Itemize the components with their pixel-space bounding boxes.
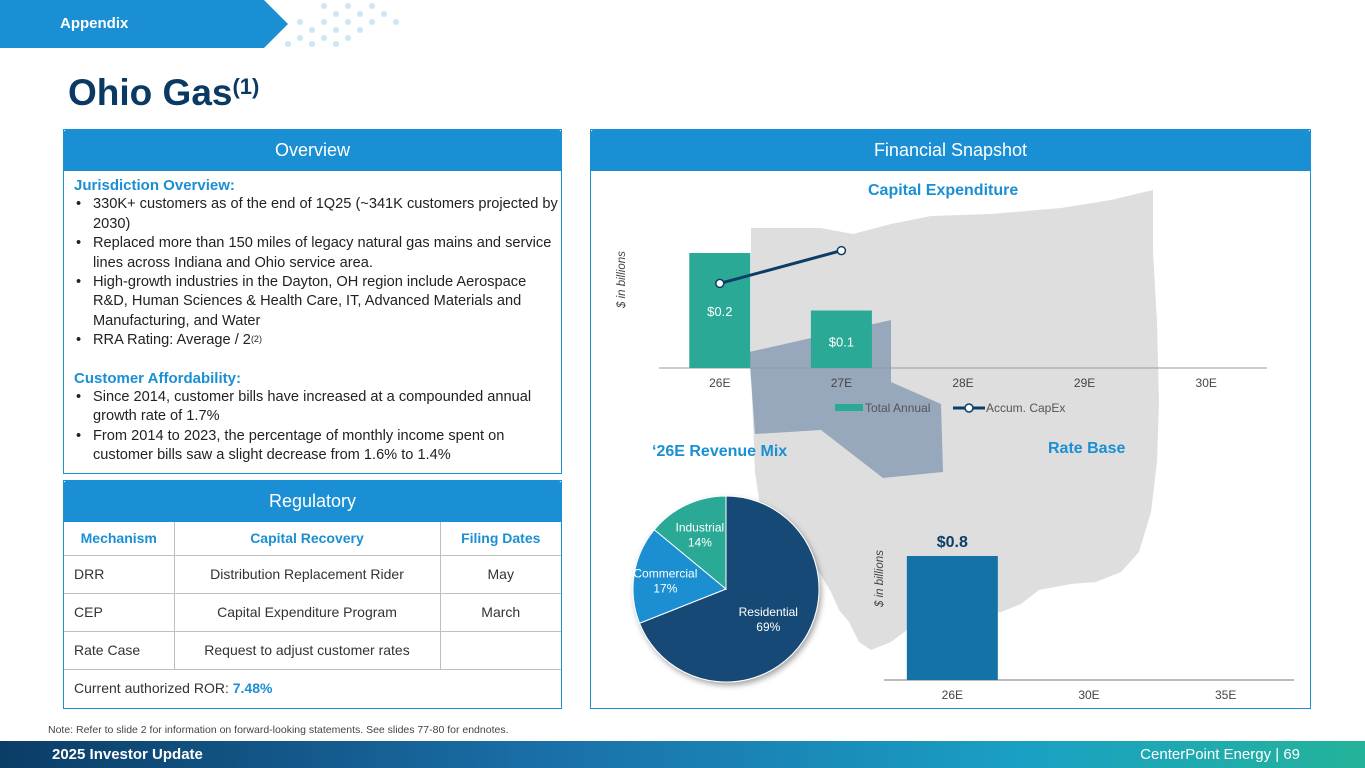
x-tick-label: 29E [1073,376,1096,390]
jurisdiction-list [74,195,560,350]
list-item: • RRA Rating: Average / 2$^{(2)}$ [74,331,560,350]
list-item: • Replaced more than 150 miles of legacy natural gas mains and service lines across Indiana and Ohio service area. [74,234,560,273]
financial-header: Financial Snapshot [590,129,1311,171]
rate-base-bar [907,556,998,680]
legend-marker [965,404,973,412]
footer-page-info: CenterPoint Energy | 69 [1140,746,1300,763]
section-tab-label: Appendix [60,15,129,32]
capex-chart [591,172,1310,432]
pie-slice-name: Residential [738,604,798,619]
overview-header: Overview [63,129,562,171]
pie-slice-value: 69% [756,619,781,634]
affordability-heading: Customer Affordability: [74,369,241,387]
x-tick-label: 30E [1078,688,1100,702]
pie-slice-value: 14% [687,535,712,550]
column-header: Capital Recovery [174,522,440,555]
table-cell: Distribution Replacement Rider [174,555,440,593]
jurisdiction-heading: Jurisdiction Overview: [74,177,235,194]
overview-body [74,176,560,466]
rate-base-title: Rate Base [1048,440,1126,457]
table-cell [440,631,561,669]
affordability-list [74,388,560,466]
table-row [64,669,561,707]
rate-base-chart [860,520,1310,705]
table-cell: Request to adjust customer rates [174,631,440,669]
footer-event: 2025 Investor Update [52,746,203,763]
x-tick-label: 35E [1214,688,1237,702]
page-title: Ohio Gas$^{(1)}$ [68,72,260,113]
legend-label: Total Annual [865,401,931,415]
section-tab [0,0,288,48]
ror-label: Current authorized ROR: [74,680,233,697]
table-cell: Rate Case [64,631,174,669]
ror-value: 7.48% [232,680,273,697]
list-item: • 330K+ customers as of the end of 1Q25 (~341K customers projected by 2030) [74,195,560,234]
revenue-mix-pie-chart [600,470,860,700]
table-cell: CEP [64,593,174,631]
footer-bar [0,741,1365,768]
legend-label: Accum. CapEx [986,401,1066,415]
table-header-row [64,522,561,555]
column-header: Filing Dates [440,522,561,555]
legend-swatch-total-annual [835,404,863,411]
pie-slice-name: Commercial [633,566,698,581]
ratebase-y-axis-label: $ in billions [874,550,886,607]
pie-slice-name: Industrial [675,520,725,535]
ror-cell [64,669,561,707]
table-cell: May [440,555,561,593]
x-tick-label: 28E [952,376,974,390]
table-row [64,631,561,669]
capex-bar-label: $0.1 [828,334,855,350]
revenue-mix-title: ‘26E Revenue Mix [652,443,788,460]
table-cell: Capital Expenditure Program [174,593,440,631]
table-row [64,593,561,631]
rate-base-bar-label: $0.8 [936,534,968,551]
page-number: 69 [1283,746,1300,763]
table-cell: March [440,593,561,631]
accum-capex-point [837,247,845,255]
pie-slice-value: 17% [653,581,678,596]
list-item: • From 2014 to 2023, the percentage of monthly income spent on customer bills saw a slight decrease from 1.6% to 1.4% [74,427,560,466]
table-row [64,555,561,593]
footnote: Note: Refer to slide 2 for information on forward-looking statements. See slides 77-80 for endnotes. [48,724,509,736]
x-tick-label: 27E [830,376,853,390]
table-cell: DRR [64,555,174,593]
regulatory-header: Regulatory [63,480,562,522]
x-tick-label: 26E [709,376,731,390]
capex-bar-label: $0.2 [707,304,733,319]
list-item: • High-growth industries in the Dayton, OH region include Aerospace R&D, Human Sciences & Health Care, IT, Advanced Materials and Manufacturing, and Water [74,273,560,331]
regulatory-table [64,522,561,707]
column-header: Mechanism [64,522,174,555]
x-tick-label: 26E [941,688,964,702]
x-tick-label: 30E [1195,376,1217,390]
list-item: • Since 2014, customer bills have increased at a compounded annual growth rate of 1.7% [74,388,560,427]
accum-capex-point [716,279,724,287]
decorative-dots [282,0,412,50]
capex-y-axis-label: $ in billions [616,251,628,308]
capex-chart-title: Capital Expenditure [868,182,1019,199]
